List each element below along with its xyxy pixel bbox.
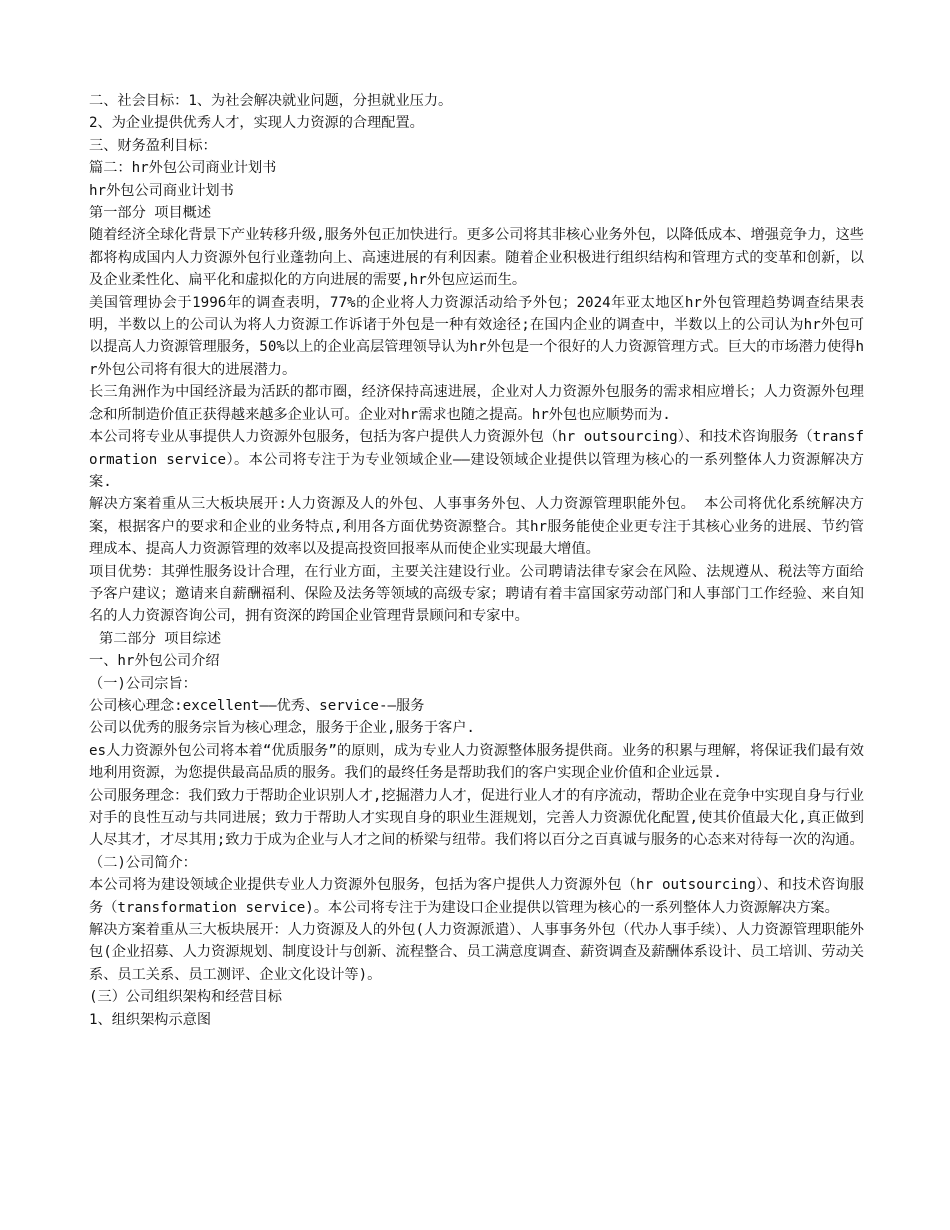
paragraph-company-service: 本公司将专业从事提供人力资源外包服务，包括为客户提供人力资源外包（hr outsourcing）、和技术咨询服务（transformation service）。本公司将专注于为专业领域企业——建设领域企业提供以管理为核心的一系列整体人力资源解决方案. bbox=[89, 429, 864, 490]
org-structure-heading: (三）公司组织架构和经营目标 bbox=[89, 989, 282, 1006]
paragraph-solution-detail: 解决方案着重从三大板块展开：人力资源及人的外包(人力资源派遣）、人事事务外包（代办人事手续）、人力资源管理职能外包(企业招募、人力资源规划、制度设计与创新、流程整合、员工满意度调查、薪资调查及薪酬体系设计、员工培训、劳动关系、员工关系、员工测评、企业文化设计等)。 bbox=[89, 922, 864, 983]
paragraph-es-company: es人力资源外包公司将本着“优质服务”的原则，成为专业人力资源整体服务提供商。业务的积累与理解，将保证我们最有效地利用资源，为您提供最高品质的服务。我们的最终任务是帮助我们的客户实现企业价值和企业远景. bbox=[89, 742, 864, 782]
document-title: hr外包公司商业计划书 bbox=[89, 182, 234, 199]
part-two-heading: 第二部分 项目综述 bbox=[99, 630, 222, 647]
paragraph-ama-survey: 美国管理协会于1996年的调查表明，77%的企业将人力资源活动给予外包；2024年亚太地区hr外包管理趋势调查结果表明，半数以上的公司认为将人力资源工作诉诸于外包是一种有效途径;在国内企业的调查中，半数以上的公司认为hr外包可以提高人力资源管理服务，50%以上的企业高层管理领导认为hr外包是一个很好的人力资源管理方式。巨大的市场潜力使得hr外包公司将有很大的进展潜力。 bbox=[89, 294, 864, 378]
document-page bbox=[89, 90, 864, 1031]
company-intro-heading: 一、hr外包公司介绍 bbox=[89, 653, 220, 670]
social-goal-line: 二、社会目标：1、为社会解决就业问题，分担就业压力。 bbox=[89, 93, 453, 109]
org-chart-caption: 1、组织架构示意图 bbox=[89, 1011, 212, 1028]
company-profile-heading: （二)公司简介： bbox=[89, 854, 197, 871]
chapter-two-heading: 篇二：hr外包公司商业计划书 bbox=[89, 160, 277, 177]
paragraph-solution: 解决方案着重从三大板块展开:人力资源及人的外包、人事事务外包、人力资源管理职能外包。 本公司将优化系统解决方案，根据客户的要求和企业的业务特点,利用各方面优势资源整合。其hr服务能使企业更专注于其核心业务的进展、节约管理成本、提高人力资源管理的效率以及提高投资回报率从而使企业实现最大增值。 bbox=[89, 496, 864, 558]
paragraph-yangtze-delta: 长三角洲作为中国经济最为活跃的都市圈，经济保持高速进展，企业对人力资源外包服务的需求相应增长；人力资源外包理念和所制造价值正获得越来越多企业认可。企业对hr需求也随之提高。hr外包也应顺势而为. bbox=[89, 384, 864, 423]
part-one-heading: 第一部分 项目概述 bbox=[89, 205, 212, 222]
service-purpose-line: 公司以优秀的服务宗旨为核心理念，服务于企业,服务于客户. bbox=[89, 720, 475, 737]
talent-goal-line: 2、为企业提供优秀人才，实现人力资源的合理配置。 bbox=[89, 115, 424, 132]
company-purpose-heading: （一)公司宗旨： bbox=[89, 675, 197, 692]
paragraph-company-profile: 本公司将为建设领域企业提供专业人力资源外包服务，包括为客户提供人力资源外包（hr outsourcing）、和技术咨询服务（transformation service)。本公司将专注于为建设口企业提供以管理为核心的一系列整体人力资源解决方案。 bbox=[89, 877, 864, 916]
financial-goal-heading: 三、财务盈利目标： bbox=[89, 137, 217, 154]
paragraph-advantages: 项目优势：其弹性服务设计合理，在行业方面，主要关注建设行业。公司聘请法律专家会在风险、法规遵从、税法等方面给予客户建议；邀请来自薪酬福利、保险及法务等领域的高级专家；聘请有着丰富国家劳动部门和人事部门工作经验、来自知名的人力资源咨询公司，拥有资深的跨国企业管理背景顾问和专家中。 bbox=[89, 563, 864, 625]
paragraph-globalization: 随着经济全球化背景下产业转移升级,服务外包正加快进行。更多公司将其非核心业务外包，以降低成本、增强竞争力，这些都将构成国内人力资源外包行业蓬勃向上、高速进展的有利因素。随着企业积极进行组织结构和管理方式的变革和创新，以及企业柔性化、扁平化和虚拟化的方向进展的需要,hr外包应运而生。 bbox=[89, 227, 864, 289]
paragraph-service-concept: 公司服务理念：我们致力于帮助企业识别人才,挖掘潜力人才，促进行业人才的有序流动，帮助企业在竞争中实现自身与行业对手的良性互动与共同进展；致力于帮助人才实现自身的职业生涯规划，完善人力资源优化配置,使其价值最大化,真正做到人尽其才，才尽其用;致力于成为企业与人才之间的桥梁与纽带。我们将以百分之百真诚与服务的心态来对待每一次的沟通。 bbox=[89, 787, 864, 849]
core-concept-line: 公司核心理念:excellent——优秀、service-—服务 bbox=[89, 697, 425, 714]
